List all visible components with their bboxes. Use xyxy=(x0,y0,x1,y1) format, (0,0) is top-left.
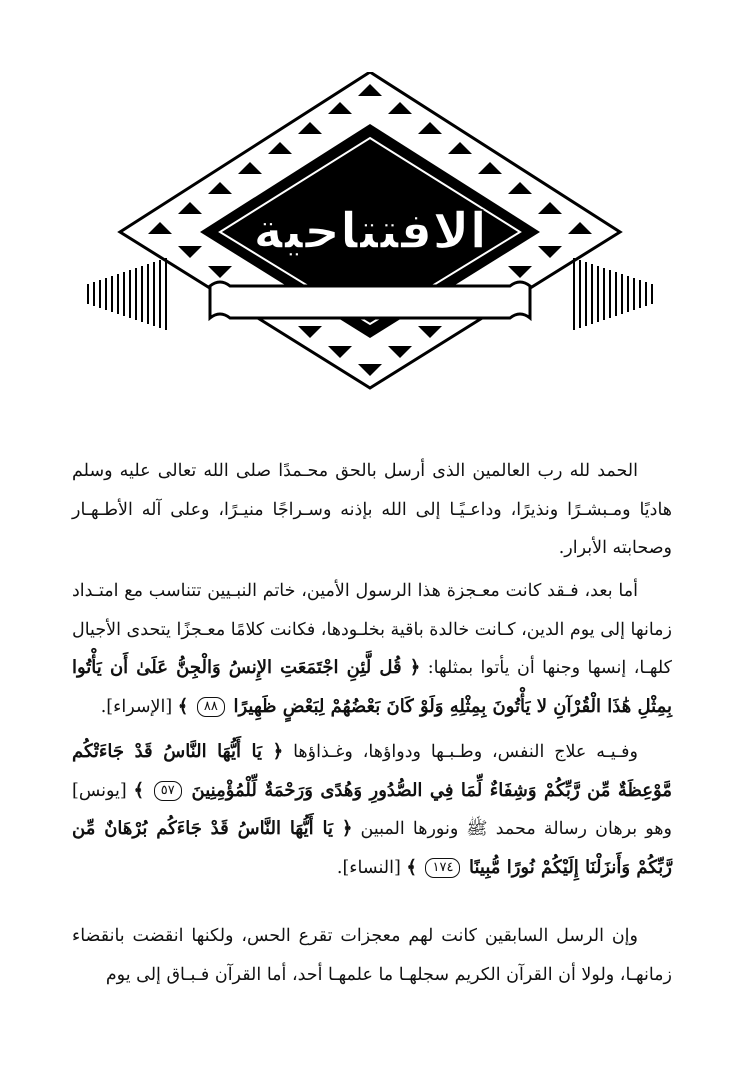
paragraph-1 xyxy=(72,452,672,568)
surah-reference: [الإسراء]. xyxy=(100,696,173,717)
ornament-hatching-right xyxy=(574,258,652,330)
paragraph-2-text: أما بعد، فـقد كانت معـجزة هذا الرسول الأمين، خاتم النبـيين تتناسب مع امتـداد زمانها إلى يوم الدين، كـانت خالدة باقية بخلـودها، فكانت كلامًا معـجزًا يتحدى الأجيال كلهـا، إنسها وجنها أن يأتوا بمثلها: xyxy=(72,581,672,678)
paragraph-4-text: وإن الرسل السابقين كانت لهم معجزات تقرع الحس، ولكنها انقضت بانقضاء زمانهـا، ولولا أن القرآن الكريم سجلهـا ما علمهـا أحد، أما القرآن فـبـاق إلى يوم xyxy=(72,926,672,985)
verse-close-bracket: ﴾ xyxy=(177,695,189,717)
quran-verse-yunus: ﴿ يَا أَيُّهَا النَّاسُ قَدْ جَاءَتْكُم مَّوْعِظَةٌ مِّن رَّبِّكُمْ وَشِفَاءٌ لِّمَا فِي الصُّدُورِ وَهُدًى وَرَحْمَةٌ لِّلْمُؤْمِنِينَ xyxy=(72,741,672,801)
paragraph-3 xyxy=(72,733,672,887)
surah-reference: [يونس] وهو برهان رسالة محمد ﷺ ونورها المبين xyxy=(72,780,672,839)
verse-close-bracket: ﴾ xyxy=(133,779,145,801)
verse-close-bracket: ﴾ xyxy=(406,856,417,878)
quran-verse-isra: ﴿ قُل لَّئِنِ اجْتَمَعَتِ الإِنسُ وَالْجِنُّ عَلَىٰ أَن يَأْتُوا بِمِثْلِ هَٰذَا الْقُرْآنِ لا يَأْتُونَ بِمِثْلِهِ وَلَوْ كَانَ بَعْضُهُمْ لِبَعْضٍ ظَهِيرًا xyxy=(72,657,672,717)
ornament-ribbon xyxy=(210,282,530,318)
page-title: الافتتاحية xyxy=(253,202,487,260)
paragraph-3-text: وفـيـه علاج النفس، وطـبـها ودواؤها، وغـذاؤها xyxy=(293,742,638,762)
paragraph-4 xyxy=(72,917,672,994)
quran-verse-nisa: ﴿ يَا أَيُّهَا النَّاسُ قَدْ جَاءَكُم بُرْهَانٌ مِّن رَّبِّكُمْ وَأَنزَلْنَا إِلَيْكُمْ نُورًا مُّبِينًا xyxy=(72,818,672,878)
ayah-number: ١٧٤ xyxy=(425,858,460,878)
paragraph-1-text: الحمد لله رب العالمين الذى أرسل بالحق محـمدًا صلى الله تعالى عليه وسلم هاديًا ومـبشـرًا ونذيرًا، وداعـيًـا إلى الله بإذنه وسـراجًا منيـرًا، وعلى آله الأطـهـار وصحابته الأبرار. xyxy=(72,461,672,558)
paragraph-2 xyxy=(72,572,672,726)
ayah-number: ٥٧ xyxy=(154,781,182,801)
header-ornament xyxy=(70,72,670,392)
ornament-hatching-left xyxy=(88,258,166,330)
surah-reference: [النساء]. xyxy=(336,857,401,878)
ayah-number: ٨٨ xyxy=(197,697,225,717)
